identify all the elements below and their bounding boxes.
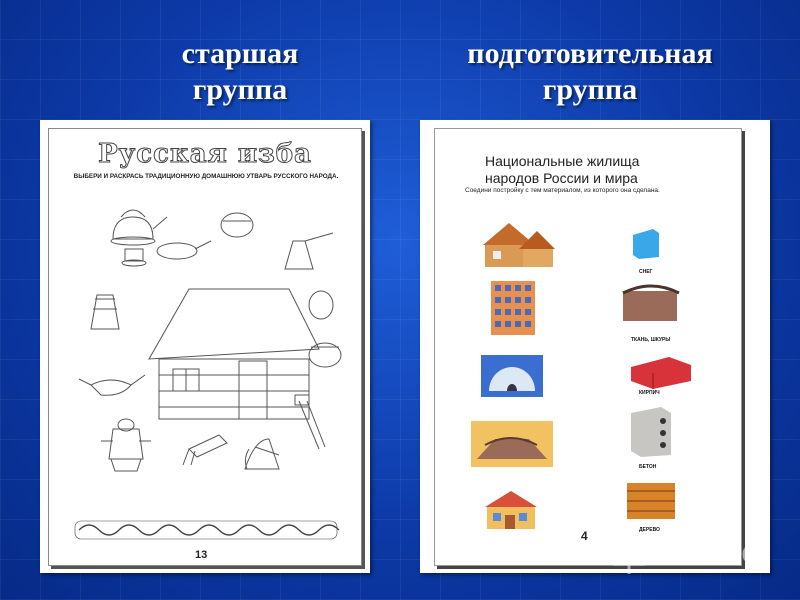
- worksheet-left-title: Русская изба: [98, 139, 312, 169]
- brick-house-image: [475, 487, 549, 533]
- mixer-icon: [183, 435, 227, 465]
- izba-illustration: [49, 129, 361, 565]
- turka-icon: [285, 233, 333, 269]
- yurt-image: [471, 421, 553, 467]
- worksheet-left-page-number: 13: [195, 549, 208, 561]
- fabric-hides-material-image: [621, 281, 681, 325]
- heading-senior-group: [150, 36, 330, 108]
- igloo-image: [481, 355, 543, 397]
- worksheet-national-dwellings: [420, 120, 770, 573]
- worksheet-right-title: [485, 153, 639, 187]
- presentation-icon: [608, 534, 654, 578]
- worksheet-right-title-line2: народов России и мира: [485, 170, 638, 186]
- cup-icon: [122, 249, 146, 266]
- samovar-icon: [101, 419, 151, 471]
- log-cabin-image: [479, 219, 559, 269]
- worksheet-right-title-line1: Национальные жилища: [485, 153, 640, 169]
- worksheet-right-sheet: [434, 128, 742, 566]
- tongs-icon: [295, 395, 325, 449]
- bowl-icon: [309, 343, 341, 367]
- apartment-building-image: [487, 279, 539, 337]
- pot-icon: [221, 213, 253, 237]
- iron-icon: [245, 439, 279, 469]
- watermark-logo: [606, 532, 786, 580]
- worksheet-left-sheet: [48, 128, 362, 566]
- material-label-snow: СНЕГ: [639, 269, 653, 275]
- kettle-icon: [111, 210, 167, 245]
- frying-pan-icon: [157, 241, 211, 259]
- brick-material-image: [629, 351, 693, 391]
- jar-icon: [91, 295, 119, 329]
- log-house-icon: [149, 289, 319, 419]
- worksheet-left-instruction: ВЫБЕРИ И РАСКРАСЬ ТРАДИЦИОННУЮ ДОМАШНЮЮ УТВАРЬ РУССКОГО НАРОДА.: [73, 173, 339, 180]
- heading-right-line2: группа: [542, 73, 638, 106]
- material-label-brick: КИРПИЧ: [639, 390, 660, 396]
- snow-material-image: [629, 227, 661, 261]
- material-label-concrete: БЕТОН: [639, 464, 657, 470]
- heading-left-line2: группа: [192, 73, 288, 106]
- concrete-material-image: [627, 405, 675, 459]
- worksheet-right-page-number: 4: [581, 529, 588, 543]
- ornament-border: [75, 521, 339, 539]
- heading-preparatory-group: [440, 36, 740, 108]
- material-label-fabric-hides: ТКАНЬ, ШКУРЫ: [631, 337, 671, 343]
- heading-left-line1: старшая: [181, 37, 299, 70]
- material-label-wood: ДЕРЕВО: [639, 527, 660, 533]
- clay-pot-icon: [309, 291, 333, 319]
- watermark-text: Shared: [658, 536, 760, 569]
- worksheet-right-instruction: Соедини постройку с тем материалом, из которого она сделана.: [465, 187, 660, 194]
- oil-lamp-icon: [79, 375, 145, 395]
- worksheet-russian-izba: [40, 120, 370, 573]
- wood-material-image: [623, 479, 679, 523]
- heading-right-line1: подготовительная: [467, 37, 713, 70]
